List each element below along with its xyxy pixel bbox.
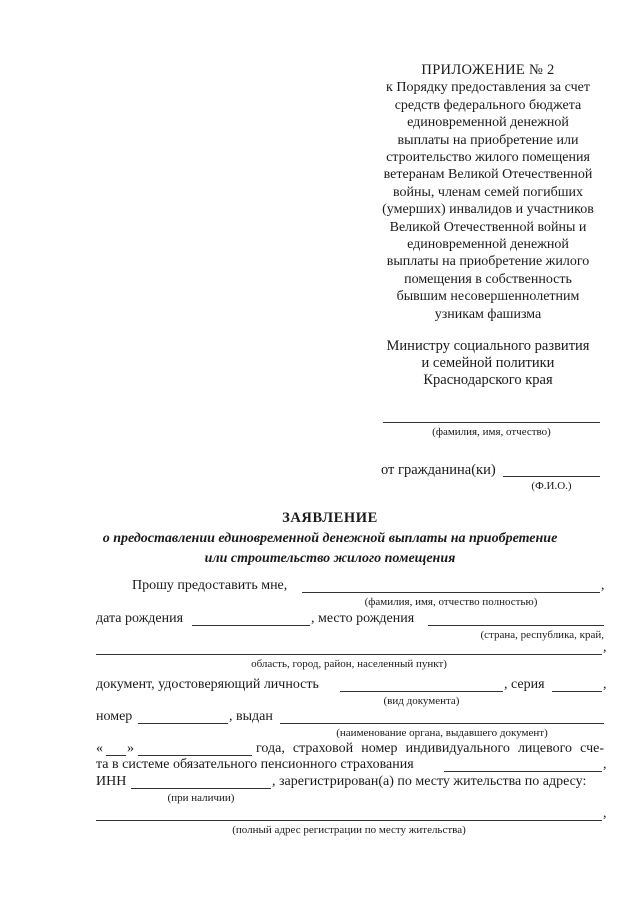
- request-label: Прошу предоставить мне,: [132, 578, 288, 593]
- birth-date-label: дата рождения: [96, 611, 184, 626]
- pension-text: та в системе обязательного пенсионного страхования: [96, 757, 414, 772]
- addressee-fio-field[interactable]: [383, 422, 600, 423]
- appendix-line: единовременной денежной: [407, 237, 569, 253]
- appendix-line: войны, членам семей погибших: [393, 184, 583, 200]
- appendix-line: выплаты на приобретение или: [397, 132, 579, 148]
- from-fio-field[interactable]: [503, 476, 600, 477]
- series-field[interactable]: [552, 691, 602, 692]
- appendix-line: строительство жилого помещения: [386, 150, 590, 166]
- inn-field[interactable]: [131, 788, 271, 789]
- comma: ,: [601, 578, 605, 593]
- full-name-caption: (фамилия, имя, отчество полностью): [364, 596, 538, 608]
- inn-caption: (при наличии): [167, 792, 235, 804]
- appendix-line: к Порядку предоставления за счет: [386, 80, 590, 96]
- insurance-number-field[interactable]: [444, 771, 602, 772]
- quote-open: «: [96, 741, 103, 756]
- comma: ,: [603, 640, 607, 655]
- registered-text: , зарегистрирован(а) по месту жительства по адресу:: [272, 774, 587, 789]
- from-fio-caption: (Ф.И.О.): [531, 480, 572, 492]
- appendix-line: Великой Отечественной войны и: [389, 219, 587, 235]
- addressee-fio-caption: (фамилия, имя, отчество): [432, 426, 551, 438]
- appendix-line: узникам фашизма: [434, 306, 542, 322]
- title-sub-line-1: о предоставлении единовременной денежной выплаты на приобретение: [102, 531, 558, 546]
- registration-address-field[interactable]: [96, 820, 602, 821]
- year-text: года, страховой номер индивидуального лицевого сче-: [256, 741, 604, 756]
- document-number-field[interactable]: [138, 723, 228, 724]
- series-label: , серия: [504, 677, 545, 692]
- appendix-heading: ПРИЛОЖЕНИЕ № 2: [421, 62, 555, 78]
- birth-place-caption: (страна, республика, край,: [480, 629, 604, 641]
- comma: ,: [603, 806, 607, 821]
- birth-place-field[interactable]: [428, 625, 604, 626]
- appendix-block: [368, 62, 608, 323]
- id-document-caption: (вид документа): [383, 695, 460, 707]
- full-name-field[interactable]: [302, 592, 600, 593]
- issued-label: , выдан: [229, 709, 273, 724]
- title-sub-line-2: или строительство жилого помещения: [204, 551, 456, 566]
- appendix-line: единовременной денежной: [407, 115, 569, 131]
- comma: ,: [603, 677, 607, 692]
- appendix-line: помещения в собственность: [404, 271, 572, 287]
- issue-month-field[interactable]: [138, 755, 252, 756]
- addressee-line: и семейной политики: [421, 355, 555, 371]
- addressee-line: Краснодарского края: [423, 372, 553, 388]
- addressee-block: [368, 338, 608, 389]
- issued-by-caption: (наименование органа, выдавшего документ): [336, 727, 548, 739]
- comma: ,: [603, 757, 607, 772]
- from-label: от гражданина(ки): [381, 462, 496, 478]
- appendix-line: средств федерального бюджета: [394, 97, 582, 113]
- locality-caption: область, город, район, населенный пункт): [251, 658, 447, 670]
- issue-day-field[interactable]: [106, 755, 126, 756]
- addressee-line: Министру социального развития: [386, 338, 590, 354]
- application-title: [60, 510, 600, 567]
- appendix-line: выплаты на приобретение жилого: [386, 254, 590, 270]
- number-label: номер: [96, 709, 133, 724]
- id-document-field[interactable]: [340, 691, 503, 692]
- title-main: ЗАЯВЛЕНИЕ: [282, 510, 378, 526]
- appendix-line: (умерших) инвалидов и участников: [382, 202, 594, 218]
- registration-address-caption: (полный адрес регистрации по месту жительства): [232, 824, 466, 836]
- birth-place-label: , место рождения: [311, 611, 415, 626]
- appendix-line: ветеранам Великой Отечественной: [383, 167, 593, 183]
- issued-by-field[interactable]: [280, 723, 604, 724]
- appendix-line: бывшим несовершеннолетним: [396, 289, 580, 305]
- inn-label: ИНН: [96, 774, 127, 789]
- id-document-label: документ, удостоверяющий личность: [96, 677, 319, 692]
- birth-date-field[interactable]: [192, 625, 310, 626]
- quote-close: »: [127, 741, 134, 756]
- locality-field[interactable]: [96, 654, 602, 655]
